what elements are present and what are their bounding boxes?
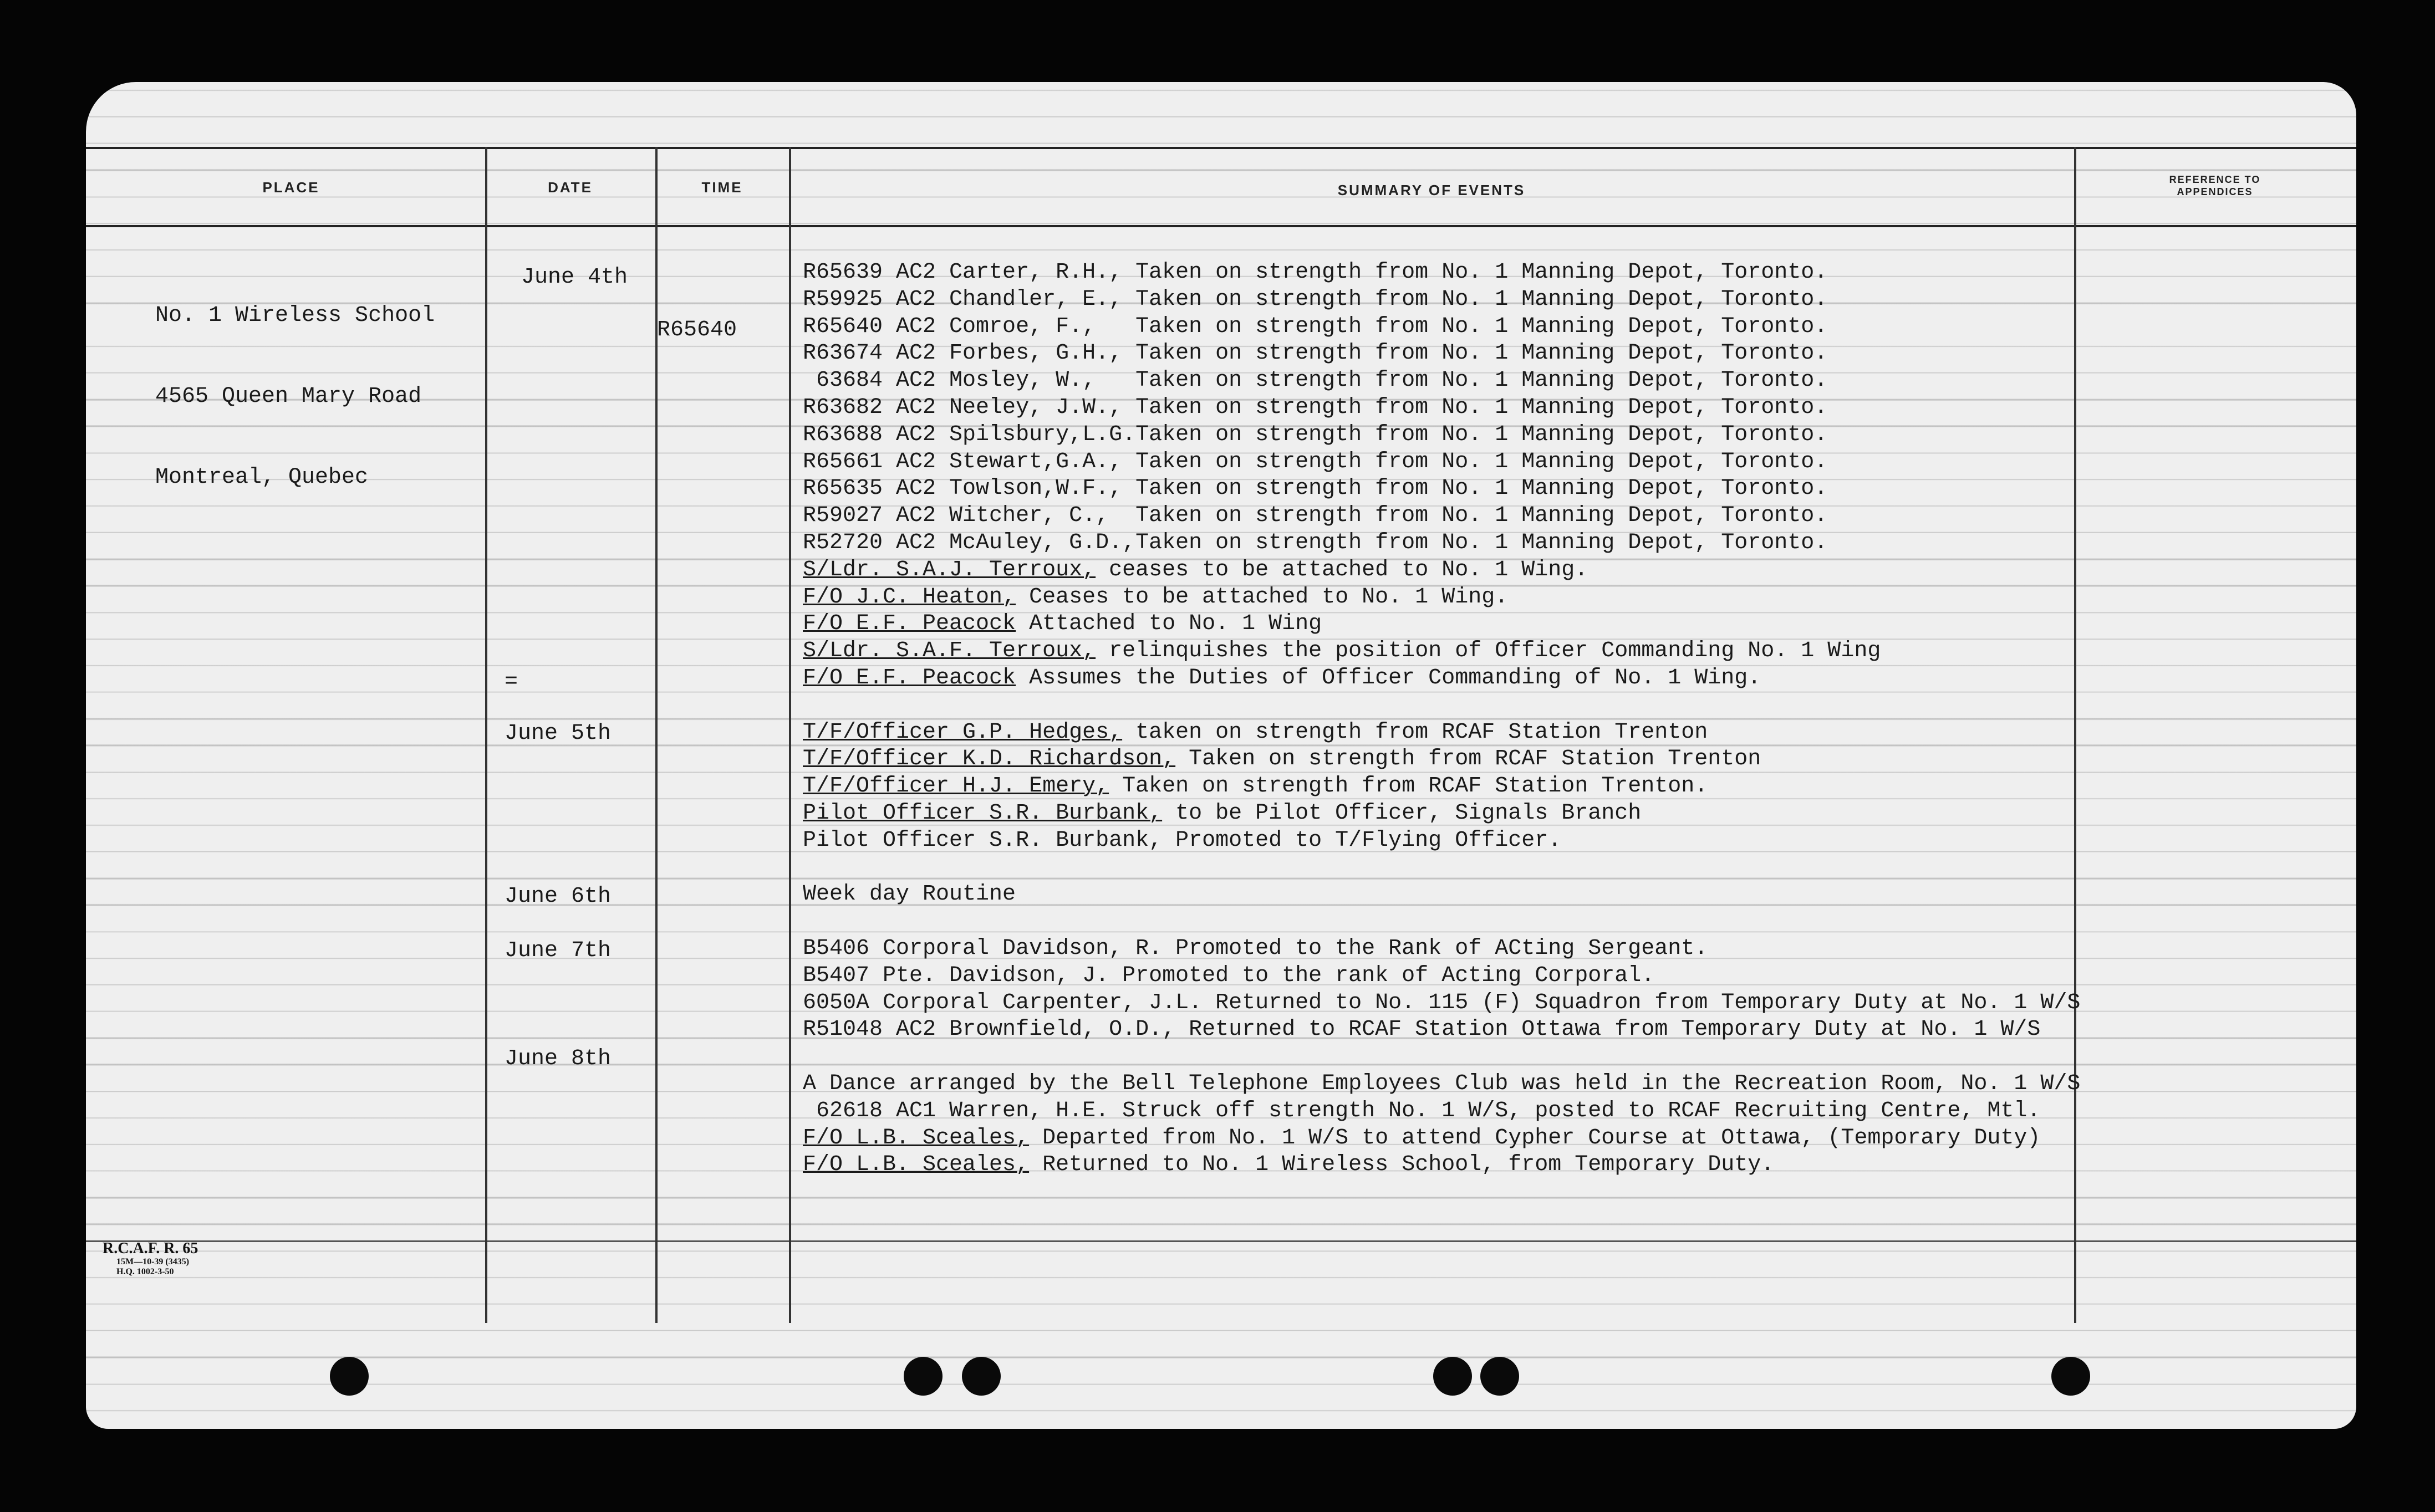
footer-line	[86, 1240, 2356, 1242]
event-text: R59925 AC2 Chandler, E., Taken on strength from No. 1 Manning Depot, Toronto.	[803, 287, 1828, 312]
event-text: Departed from No. 1 W/S to attend Cypher Course at Ottawa, (Temporary Duty)	[1029, 1125, 2041, 1151]
column-divider	[789, 147, 791, 1323]
event-text: relinquishes the position of Officer Commanding No. 1 Wing	[1096, 638, 1881, 664]
event-line	[803, 584, 2080, 611]
event-officer-name: T/F/Officer H.J. Emery,	[803, 774, 1109, 799]
event-line	[803, 1125, 2080, 1152]
place-block	[155, 248, 435, 546]
event-text: A Dance arranged by the Bell Telephone Employees Club was held in the Recreation Room, No. 1 W/S	[803, 1071, 2081, 1096]
punch-hole	[1480, 1357, 1519, 1396]
date-entry: June 8th	[505, 1046, 612, 1071]
event-line	[803, 287, 2080, 314]
event-officer-name: F/O E.F. Peacock	[803, 665, 1016, 691]
event-text: Attached to No. 1 Wing	[1016, 611, 1322, 637]
event-text: Pilot Officer S.R. Burbank, Promoted to T/Flying Officer.	[803, 827, 1562, 853]
event-line	[803, 1016, 2080, 1044]
event-line	[803, 530, 2080, 557]
event-line	[803, 963, 2080, 990]
event-text: B5407 Pte. Davidson, J. Promoted to the rank of Acting Corporal.	[803, 963, 1655, 988]
event-officer-name: T/F/Officer K.D. Richardson,	[803, 747, 1176, 772]
event-text: Week day Routine	[803, 882, 1016, 907]
event-line	[803, 881, 2080, 908]
event-officer-name: S/Ldr. S.A.F. Terroux,	[803, 638, 1096, 664]
event-line	[803, 638, 2080, 665]
event-line	[803, 1152, 2080, 1179]
event-text: R63674 AC2 Forbes, G.H., Taken on strength from No. 1 Manning Depot, Toronto.	[803, 341, 1828, 366]
event-line	[803, 855, 2080, 882]
place-line: 4565 Queen Mary Road	[155, 384, 422, 409]
form-number-stamp	[103, 1240, 198, 1277]
events-list	[803, 259, 2080, 1179]
event-line	[803, 719, 2080, 747]
punch-hole	[904, 1357, 943, 1396]
event-line	[803, 557, 2080, 584]
time-entry: R65640	[657, 318, 737, 343]
event-officer-name: F/O J.C. Heaton,	[803, 584, 1016, 610]
event-text: R65639 AC2 Carter, R.H., Taken on strength from No. 1 Manning Depot, Toronto.	[803, 260, 1828, 285]
event-line	[803, 503, 2080, 530]
event-line	[803, 1098, 2080, 1125]
event-line	[803, 990, 2080, 1017]
event-text: ceases to be attached to No. 1 Wing.	[1096, 557, 1588, 583]
date-entry: June 7th	[505, 938, 612, 963]
event-officer-name: F/O L.B. Sceales,	[803, 1125, 1030, 1151]
event-text: 63684 AC2 Mosley, W., Taken on strength from No. 1 Manning Depot, Toronto.	[803, 368, 1828, 394]
event-text: Ceases to be attached to No. 1 Wing.	[1016, 584, 1509, 610]
date-entry: June 6th	[505, 884, 612, 909]
header-reference: REFERENCE TO APPENDICES	[2169, 174, 2261, 197]
event-line	[803, 1071, 2080, 1098]
header-bottom-line	[86, 225, 2356, 227]
header-summary: SUMMARY OF EVENTS	[1337, 182, 1526, 198]
event-text: R52720 AC2 McAuley, G.D.,Taken on strength from No. 1 Manning Depot, Toronto.	[803, 530, 1828, 555]
event-line	[803, 665, 2080, 692]
event-text: taken on strength from RCAF Station Trenton	[1122, 719, 1708, 745]
event-officer-name: F/O L.B. Sceales,	[803, 1152, 1030, 1178]
event-officer-name: F/O E.F. Peacock	[803, 611, 1016, 637]
event-line	[803, 908, 2080, 936]
event-text: Taken on strength from RCAF Station Trenton	[1175, 747, 1761, 772]
event-line	[803, 314, 2080, 341]
event-text: to be Pilot Officer, Signals Branch	[1162, 800, 1642, 826]
date-entry: June 4th	[521, 265, 628, 290]
header-place: PLACE	[262, 179, 320, 196]
event-line	[803, 1044, 2080, 1071]
event-text: Returned to No. 1 Wireless School, from Temporary Duty.	[1029, 1152, 1775, 1178]
event-line	[803, 773, 2080, 800]
event-line	[803, 692, 2080, 719]
place-line: Montreal, Quebec	[155, 465, 369, 491]
record-card	[86, 82, 2356, 1429]
event-line	[803, 340, 2080, 367]
event-text: 6050A Corporal Carpenter, J.L. Returned to No. 115 (F) Squadron from Temporary Duty at No. 1 W/S	[803, 990, 2081, 1015]
event-line	[803, 476, 2080, 503]
punch-hole	[330, 1357, 369, 1396]
form-number: R.C.A.F. R. 65	[103, 1240, 198, 1257]
form-print-line: 15M—10-39 (3435)	[116, 1257, 190, 1266]
event-officer-name: Pilot Officer S.R. Burbank,	[803, 800, 1163, 826]
event-line	[803, 827, 2080, 855]
header-date: DATE	[548, 179, 593, 196]
event-line	[803, 367, 2080, 395]
event-line	[803, 422, 2080, 449]
event-line	[803, 800, 2080, 827]
event-line	[803, 611, 2080, 638]
event-line	[803, 449, 2080, 476]
event-officer-name: S/Ldr. S.A.J. Terroux,	[803, 557, 1096, 583]
event-text: R51048 AC2 Brownfield, O.D., Returned to RCAF Station Ottawa from Temporary Duty at No. 1 W/S	[803, 1017, 2041, 1043]
place-line: No. 1 Wireless School	[155, 303, 435, 328]
date-entry: =	[505, 670, 518, 694]
event-text: R65635 AC2 Towlson,W.F., Taken on strength from No. 1 Manning Depot, Toronto.	[803, 476, 1828, 502]
date-entry: June 5th	[505, 721, 612, 746]
column-divider	[485, 147, 487, 1323]
event-text: R65661 AC2 Stewart,G.A., Taken on strength from No. 1 Manning Depot, Toronto.	[803, 449, 1828, 474]
event-text: R63688 AC2 Spilsbury,L.G.Taken on strength from No. 1 Manning Depot, Toronto.	[803, 422, 1828, 447]
punch-hole	[2051, 1357, 2090, 1396]
event-line	[803, 395, 2080, 422]
event-text: Taken on strength from RCAF Station Trenton.	[1109, 774, 1708, 799]
event-officer-name: T/F/Officer G.P. Hedges,	[803, 719, 1123, 745]
punch-hole	[962, 1357, 1001, 1396]
top-border-line	[86, 147, 2356, 149]
event-text: Assumes the Duties of Officer Commanding of No. 1 Wing.	[1016, 665, 1761, 691]
punch-hole	[1433, 1357, 1472, 1396]
event-text: R63682 AC2 Neeley, J.W., Taken on strength from No. 1 Manning Depot, Toronto.	[803, 395, 1828, 420]
form-print-line: H.Q. 1002-3-50	[116, 1267, 174, 1276]
event-text: R65640 AC2 Comroe, F., Taken on strength from No. 1 Manning Depot, Toronto.	[803, 314, 1828, 339]
event-line	[803, 746, 2080, 773]
event-text: R59027 AC2 Witcher, C., Taken on strength from No. 1 Manning Depot, Toronto.	[803, 503, 1828, 529]
header-time: TIME	[701, 179, 743, 196]
event-text: B5406 Corporal Davidson, R. Promoted to the Rank of ACting Sergeant.	[803, 936, 1708, 961]
event-text: 62618 AC1 Warren, H.E. Struck off strength No. 1 W/S, posted to RCAF Recruiting Centre, Mtl.	[803, 1098, 2041, 1123]
event-line	[803, 259, 2080, 287]
event-line	[803, 936, 2080, 963]
